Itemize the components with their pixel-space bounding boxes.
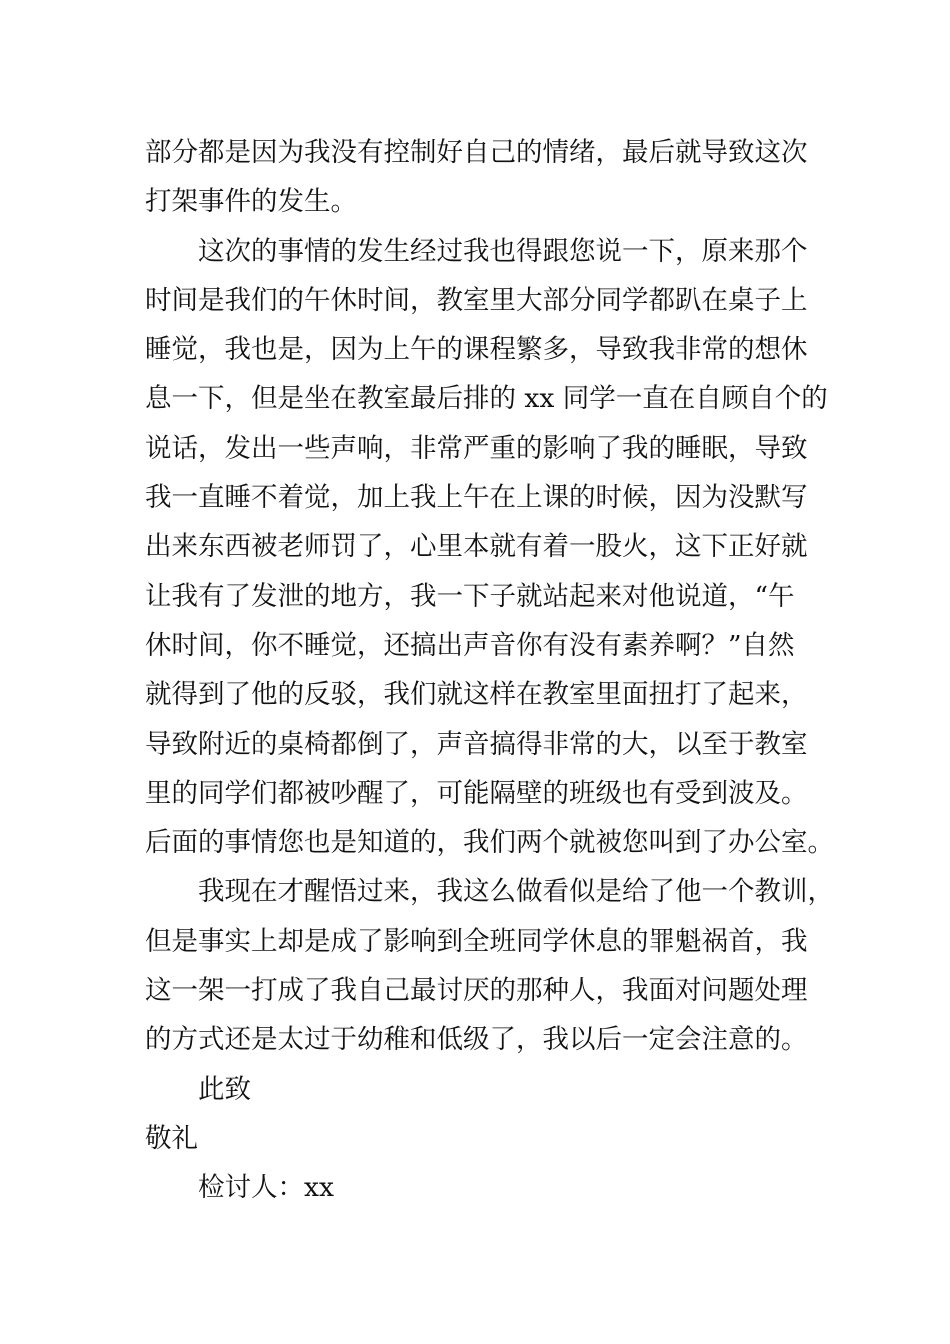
text-line: 我一直睡不着觉，加上我上午在上课的时候，因为没默写	[145, 482, 808, 514]
salutation-text: 敬礼	[145, 1122, 198, 1154]
text-line: 就得到了他的反驳，我们就这样在教室里面扭打了起来，	[145, 679, 808, 711]
closing-text: 此致	[198, 1073, 251, 1105]
text-line: 这次的事情的发生经过我也得跟您说一下，原来那个	[198, 235, 808, 267]
text-line: 打架事件的发生。	[145, 186, 357, 218]
text-line: 息一下，但是坐在教室最后排的 xx 同学一直在自顾自个的	[145, 383, 828, 415]
text-line: 我现在才醒悟过来，我这么做看似是给了他一个教训，	[198, 876, 834, 908]
document-body	[145, 128, 834, 1213]
text-line: 但是事实上却是成了影响到全班同学休息的罪魁祸首，我	[145, 925, 808, 957]
text-line: 时间是我们的午休时间，教室里大部分同学都趴在桌子上	[145, 284, 808, 316]
text-line: 睡觉，我也是，因为上午的课程繁多，导致我非常的想休	[145, 334, 808, 366]
text-line: 部分都是因为我没有控制好自己的情绪，最后就导致这次	[145, 137, 808, 168]
paragraph-2	[145, 227, 834, 868]
text-line: 的方式还是太过于幼稚和低级了，我以后一定会注意的。	[145, 1024, 808, 1056]
text-line: 这一架一打成了我自己最讨厌的那种人，我面对问题处理	[145, 975, 808, 1007]
text-line: 后面的事情您也是知道的，我们两个就被您叫到了办公室。	[145, 827, 834, 859]
text-line: 让我有了发泄的地方，我一下子就站起来对他说道，“午	[145, 580, 795, 612]
text-line: 里的同学们都被吵醒了，可能隔壁的班级也有受到波及。	[145, 777, 808, 809]
text-line: 导致附近的桌椅都倒了，声音搞得非常的大，以至于教室	[145, 728, 808, 760]
text-line: 说话，发出一些声响，非常严重的影响了我的睡眠，导致	[145, 432, 808, 464]
text-line: 出来东西被老师罚了，心里本就有着一股火，这下正好就	[145, 531, 808, 563]
text-line: 休时间，你不睡觉，还搞出声音你有没有素养啊？”自然	[145, 629, 795, 661]
signature-text: 检讨人：xx	[198, 1172, 334, 1204]
paragraph-1	[145, 128, 815, 227]
paragraph-3	[145, 867, 834, 1064]
